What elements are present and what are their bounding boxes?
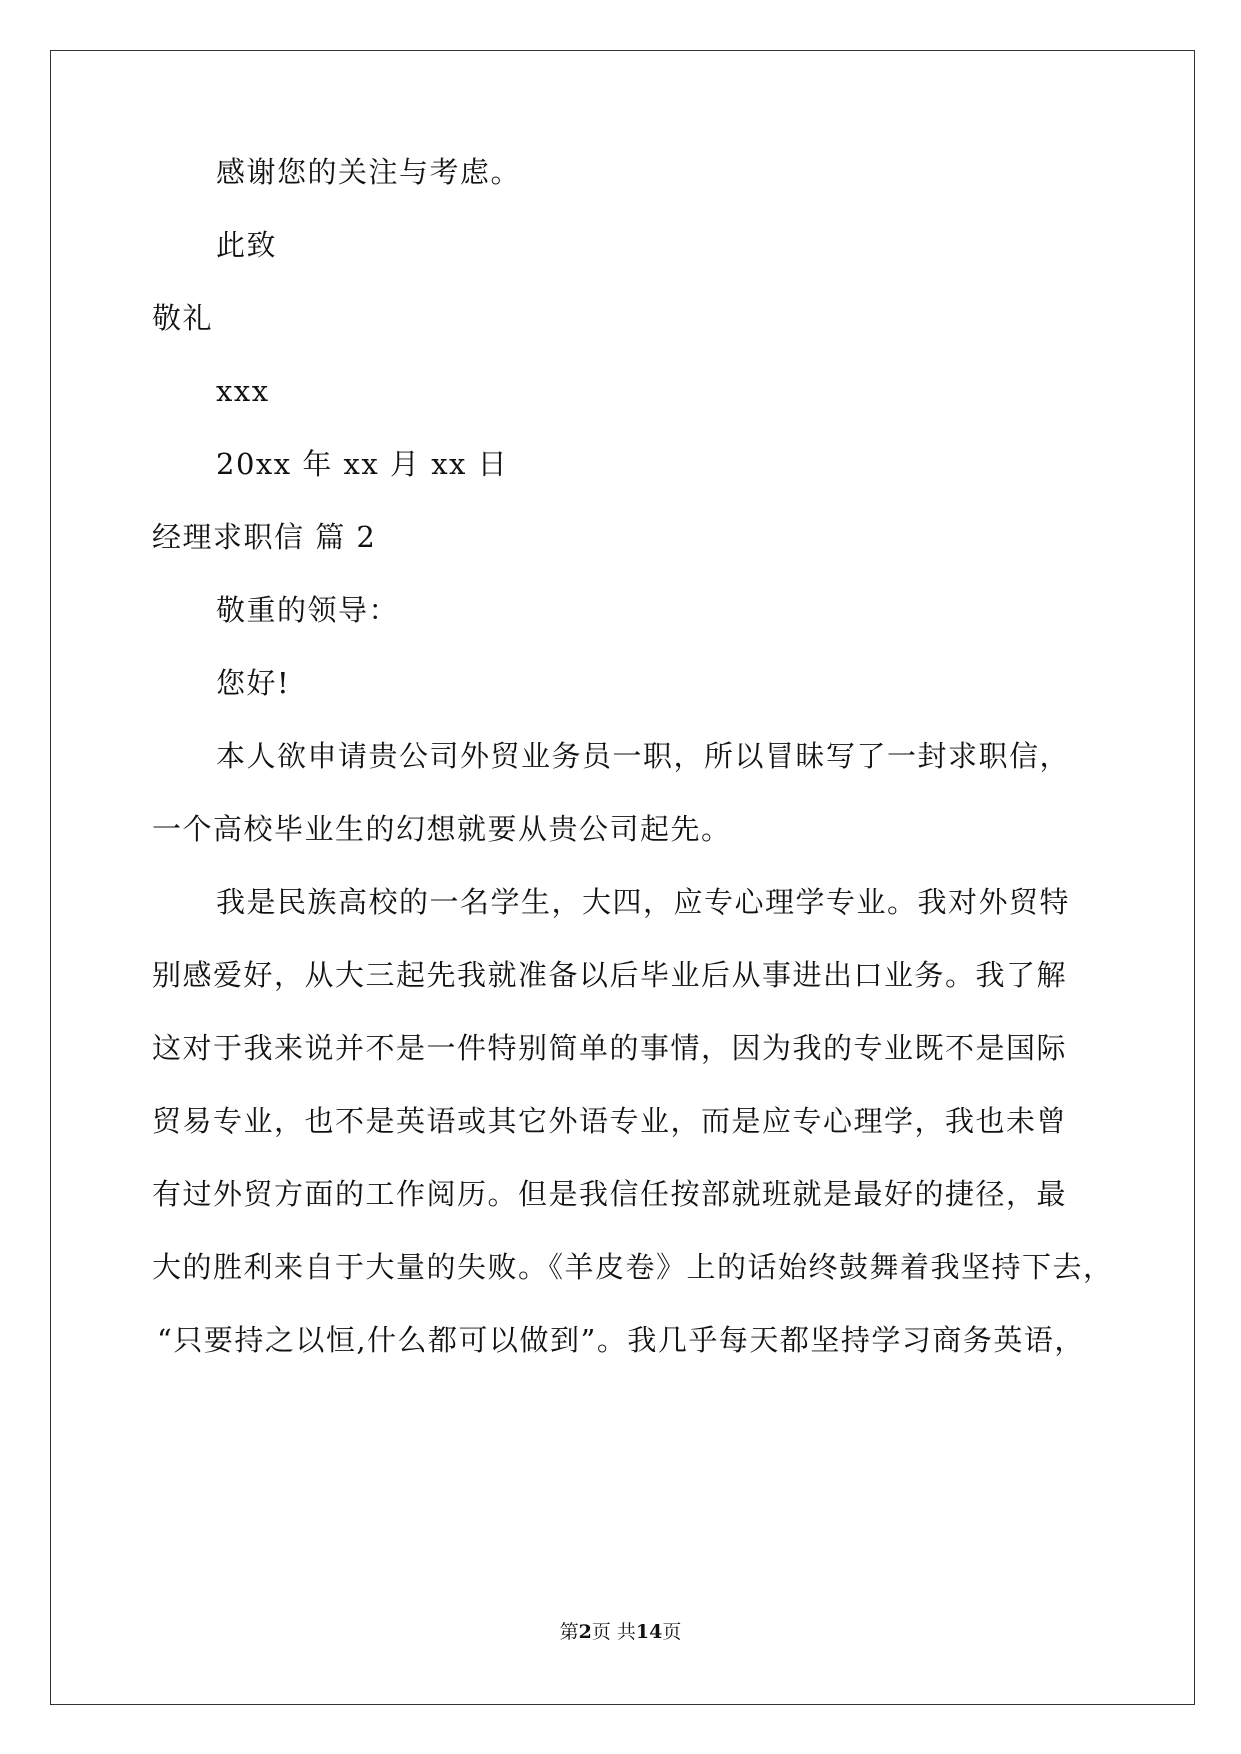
signature-name: xxx (216, 374, 270, 408)
paragraph-2-line-5: 有过外贸方面的工作阅历。但是我信任按部就班就是最好的捷径，最 (152, 1177, 1068, 1211)
letter-hello: 您好! (216, 666, 291, 700)
footer-mid: 页 共 (591, 1621, 636, 1643)
paragraph-2-line-1: 我是民族高校的一名学生，大四，应专心理学专业。我对外贸特 (216, 885, 1071, 919)
closing-thanks: 感谢您的关注与考虑。 (216, 155, 522, 189)
page-footer (0, 1620, 1241, 1644)
paragraph-2-line-4: 贸易专业，也不是英语或其它外语专业，而是应专心理学，我也未曾 (152, 1104, 1068, 1138)
paragraph-2-line-6: 大的胜利来自于大量的失败。《羊皮卷》上的话始终鼓舞着我坚持下去， (152, 1250, 1114, 1284)
paragraph-2-line-2: 别感爱好，从大三起先我就准备以后毕业后从事进出口业务。我了解 (152, 958, 1068, 992)
paragraph-2-line-7: “只要持之以恒,什么都可以做到”。我几乎每天都坚持学习商务英语， (157, 1323, 1085, 1357)
section-heading: 经理求职信 篇 2 (152, 520, 377, 554)
footer-total-pages: 14 (635, 1621, 663, 1643)
signature-date: 20xx 年 xx 月 xx 日 (216, 447, 509, 481)
letter-greeting: 敬重的领导： (216, 593, 400, 627)
paragraph-2-line-3: 这对于我来说并不是一件特别简单的事情，因为我的专业既不是国际 (152, 1031, 1068, 1065)
paragraph-1-line-2: 一个高校毕业生的幻想就要从贵公司起先。 (152, 812, 732, 846)
paragraph-1-line-1: 本人欲申请贵公司外贸业务员一职，所以冒昧写了一封求职信， (216, 739, 1071, 773)
footer-prefix: 第 (559, 1621, 579, 1643)
footer-suffix: 页 (662, 1621, 682, 1643)
closing-regards: 敬礼 (152, 301, 214, 335)
page-border (50, 50, 1195, 1705)
footer-page-number: 2 (578, 1621, 592, 1643)
closing-salutation: 此致 (216, 228, 278, 262)
